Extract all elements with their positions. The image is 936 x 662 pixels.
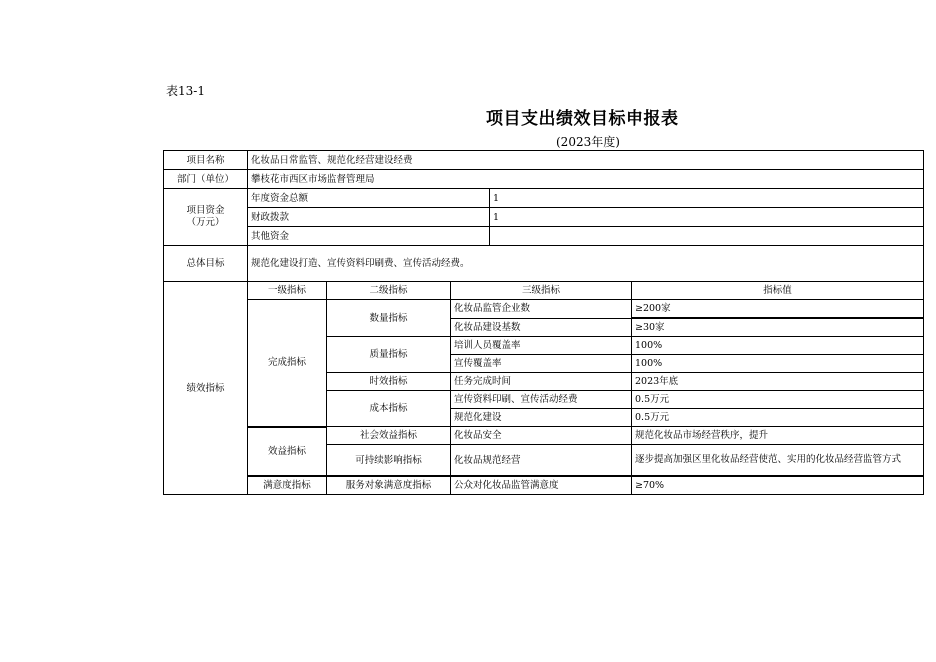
level3-cell: 培训人员覆盖率 (451, 337, 632, 355)
level1-completion: 完成指标 (248, 300, 327, 427)
funds-fiscal-row (164, 208, 924, 227)
level3-cell: 公众对化妆品监管满意度 (451, 476, 632, 495)
funds-total-label: 年度资金总额 (248, 189, 490, 208)
indicator-value: 100% (632, 355, 924, 373)
level3-cell: 化妆品建设基数 (451, 318, 632, 337)
indicator-value: 2023年底 (632, 373, 924, 391)
funds-total-value: 1 (490, 189, 924, 208)
level3-cell: 化妆品规范经营 (451, 445, 632, 477)
indicator-row (164, 476, 924, 495)
indicator-value: ≥30家 (632, 318, 924, 337)
level3-cell: 任务完成时间 (451, 373, 632, 391)
project-name-row (164, 151, 924, 170)
level2-social: 社会效益指标 (327, 427, 451, 445)
funds-fiscal-value: 1 (490, 208, 924, 227)
overall-goal-label: 总体目标 (164, 246, 248, 282)
level3-cell: 规范化建设 (451, 409, 632, 427)
department-value: 攀枝花市西区市场监督管理局 (248, 170, 924, 189)
header-level2: 二级指标 (327, 282, 451, 300)
performance-table-viewport (163, 150, 902, 501)
indicator-value: 100% (632, 337, 924, 355)
level2-quantity: 数量指标 (327, 300, 451, 337)
level3-cell: 宣传资料印刷、宣传活动经费 (451, 391, 632, 409)
form-number: 表13-1 (166, 84, 205, 98)
funds-other-value (490, 227, 924, 246)
level2-quality: 质量指标 (327, 337, 451, 373)
indicator-value: ≥200家 (632, 300, 924, 319)
funds-other-row (164, 227, 924, 246)
level3-cell: 化妆品监管企业数 (451, 300, 632, 319)
indicator-value: 0.5万元 (632, 391, 924, 409)
level1-satisfaction: 满意度指标 (248, 476, 327, 495)
performance-target-table (163, 150, 924, 495)
overall-goal-row (164, 246, 924, 282)
header-level1: 一级指标 (248, 282, 327, 300)
indicator-value: ≥70% (632, 476, 924, 495)
level2-timeliness: 时效指标 (327, 373, 451, 391)
department-label: 部门（单位） (164, 170, 248, 189)
header-level3: 三级指标 (451, 282, 632, 300)
level3-cell: 宣传覆盖率 (451, 355, 632, 373)
indicator-value: 0.5万元 (632, 409, 924, 427)
indicator-value: 规范化妆品市场经营秩序，提升 (632, 427, 924, 445)
level2-sustainable: 可持续影响指标 (327, 445, 451, 477)
project-name-label: 项目名称 (164, 151, 248, 170)
indicator-row (164, 427, 924, 445)
page-title: 项目支出绩效目标申报表 (486, 109, 679, 129)
funds-other-label: 其他资金 (248, 227, 490, 246)
level2-cost: 成本指标 (327, 391, 451, 427)
indicator-header-row (164, 282, 924, 300)
funds-label: 项目资金 （万元） (164, 189, 248, 246)
fiscal-year: (2023年度) (556, 135, 620, 149)
level2-service: 服务对象满意度指标 (327, 476, 451, 495)
indicators-section-label: 绩效指标 (164, 282, 248, 495)
indicator-row (164, 300, 924, 319)
level1-benefit: 效益指标 (248, 427, 327, 477)
department-row (164, 170, 924, 189)
funds-fiscal-label: 财政拨款 (248, 208, 490, 227)
header-value: 指标值 (632, 282, 924, 300)
level3-cell: 化妆品安全 (451, 427, 632, 445)
project-name-value: 化妆品日常监管、规范化经营建设经费 (248, 151, 924, 170)
indicator-value: 逐步提高加强区里化妆品经营使范、实用的化妆品经营监管方式 (632, 445, 924, 477)
overall-goal-value: 规范化建设打造、宣传资料印刷费、宣传活动经费。 (248, 246, 924, 282)
funds-total-row (164, 189, 924, 208)
